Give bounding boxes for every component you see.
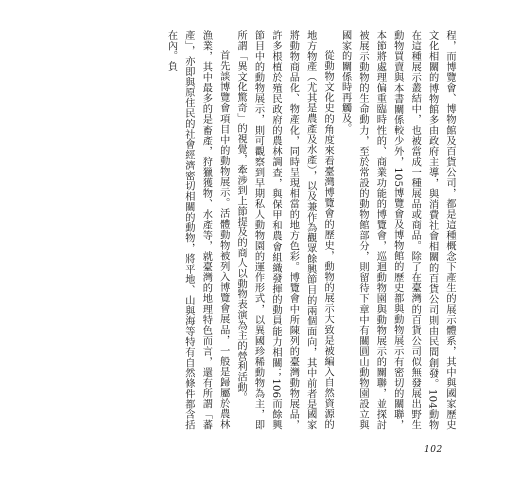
page-number: 102	[424, 445, 443, 455]
paragraph-3: 首先談博覽會項目中的動物展示。活體動物被列入博覽會展品，一般是歸屬於農林漁業，其中最多的是畜產，狩獵獲物、水產等，就臺灣的地理特色而言，還有所謂「蕃產」，亦即與原住民的社會經濟密切相關的動物，將平地、山與海等特有自然條件都含括在內。負	[165, 30, 229, 430]
body-text	[88, 30, 458, 430]
paragraph-2: 從動物文化史的角度來看臺灣博覽會的歷史，動物的展示大致是被編入自然資源的地方物產（尤其是農產及水產），以及兼作為觀眾餘興節目的兩個面向，其中前者是國家將動物商品化、物產化，同時呈現相當的地方色彩。博覽會中所陳列的臺灣動物展品，許多根植於殖民政府的農林調查，與保甲和農會組織發揮的動員能力相關；106而餘興節目中的動物展示，則可觀察到早期私人動物園的運作形式，以異國珍稀動物為主，即所謂「異文化驚奇」的視覺，牽涉到上節提及的商人以動物表演為主的營利活動。	[235, 30, 334, 430]
paragraph-1: 程，而博覽會、博物館及百貨公司，都是這種概念下產生的展示體系，其中與國家歷史文化相關的博物館多由政府主導，與消費社會相關的百貨公司則由民間創發。104動物在這種展示叢結中，也被當成一種展品或商品。除了在臺灣的百貨公司似無發展出野生動物買賣與本書關係較少外，105博覽會及博物館的歷史都與動物展示有密切的關聯，本節將處理偏重臨時性的、商業功能的博覽會，巡迴動物園與動物展示的關聯，並探討被展示動物的生命動力，至於常設的動物館部分，則留待下章中有關圓山動物園設立與國家的關係時再觸及。	[339, 30, 455, 430]
